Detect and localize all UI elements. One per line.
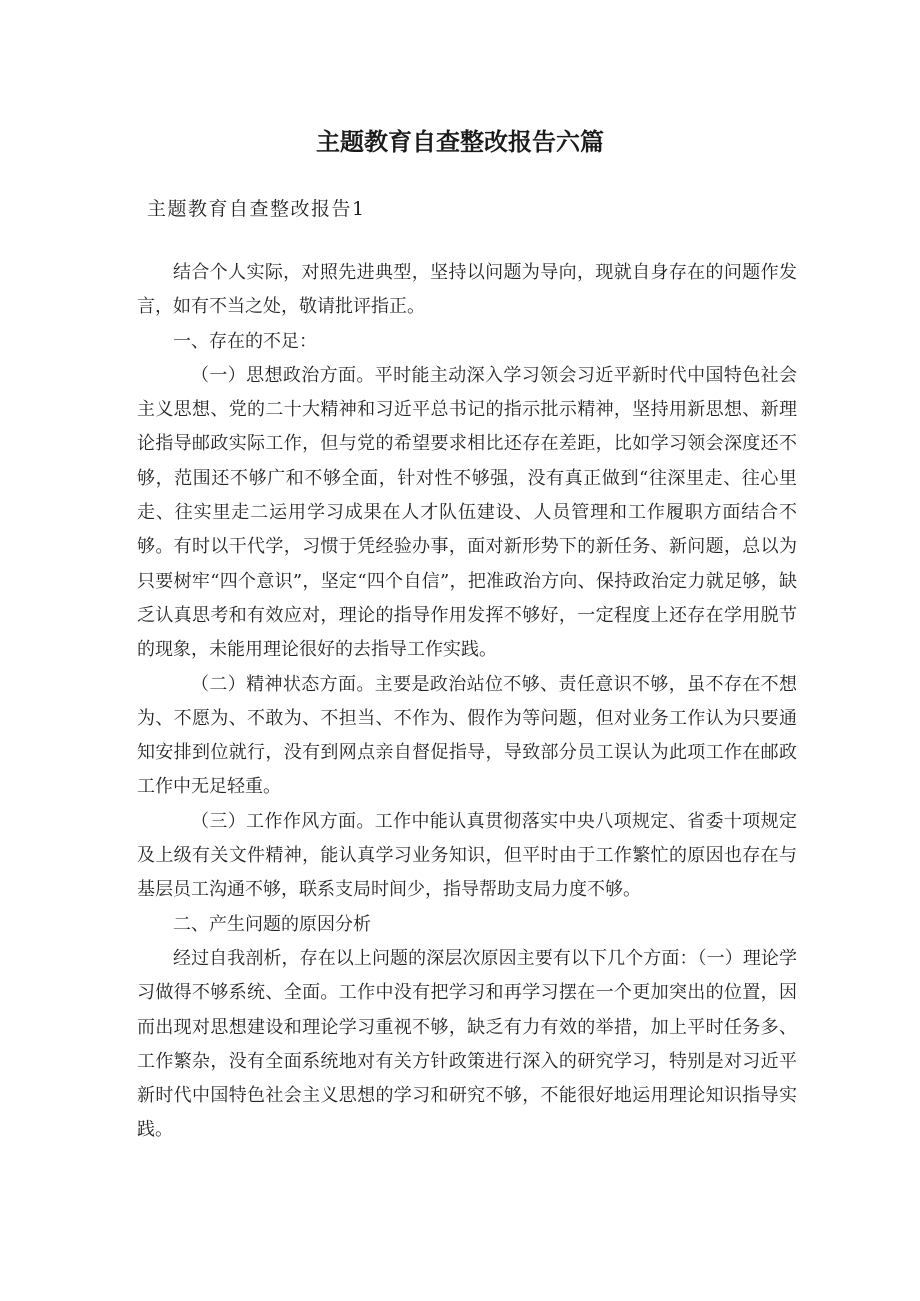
paragraph-cause-analysis: 经过自我剖析，存在以上问题的深层次原因主要有以下几个方面：（一）理论学习做得不够系统、全面。工作中没有把学习和再学习摆在一个更加突出的位置，因而出现对思想建设和理论学习重视不够，缺乏有力有效的举措，加上平时任务多、工作繁杂，没有全面系统地对有关方针政策进行深入的研究学习，特别是对习近平新时代中国特色社会主义思想的学习和研究不够，不能很好地运用理论知识指导实践。: [137, 947, 797, 1141]
paragraph-ideological: （一）思想政治方面。平时能主动深入学习领会习近平新时代中国特色社会主义思想、党的二十大精神和习近平总书记的指示批示精神，坚持用新思想、新理论指导邮政实际工作，但与党的希望要求相比还存在差距，比如学习领会深度还不够，范围还不够广和不够全面，针对性不够强，没有真正做到“往深里走、往心里走、往实里走二运用学习成果在人才队伍建设、人员管理和工作履职方面结合不够。有时以干代学，习惯于凭经验办事，面对新形势下的新任务、新问题，总以为只要树牢“四个意识”，坚定“四个自信”，把准政治方向、保持政治定力就足够，缺乏认真思考和有效应对，理论的指导作用发挥不够好，一定程度上还存在学用脱节的现象，未能用理论很好的去指导工作实践。: [137, 364, 797, 661]
document-title: 主题教育自查整改报告六篇: [316, 128, 604, 156]
document-subtitle: 主题教育自查整改报告1: [147, 198, 366, 220]
document-body: [137, 256, 797, 1148]
paragraph-intro: 结合个人实际，对照先进典型，坚持以问题为导向，现就自身存在的问题作发言，如有不当之处，敬请批评指正。: [137, 262, 797, 318]
paragraph-spirit: （二）精神状态方面。主要是政治站位不够、责任意识不够，虽不存在不想为、不愿为、不敢为、不担当、不作为、假作为等问题，但对业务工作认为只要通知安排到位就行，没有到网点亲自督促指导，导致部分员工误认为此项工作在邮政工作中无足轻重。: [137, 673, 797, 798]
section-heading-shortcomings: 一、存在的不足：: [173, 330, 317, 352]
section-heading-causes: 二、产生问题的原因分析: [173, 913, 371, 935]
paragraph-work-style: （三）工作作风方面。工作中能认真贯彻落实中央八项规定、省委十项规定及上级有关文件精神，能认真学习业务知识，但平时由于工作繁忙的原因也存在与基层员工沟通不够，联系支局时间少，指导帮助支局力度不够。: [137, 810, 797, 901]
